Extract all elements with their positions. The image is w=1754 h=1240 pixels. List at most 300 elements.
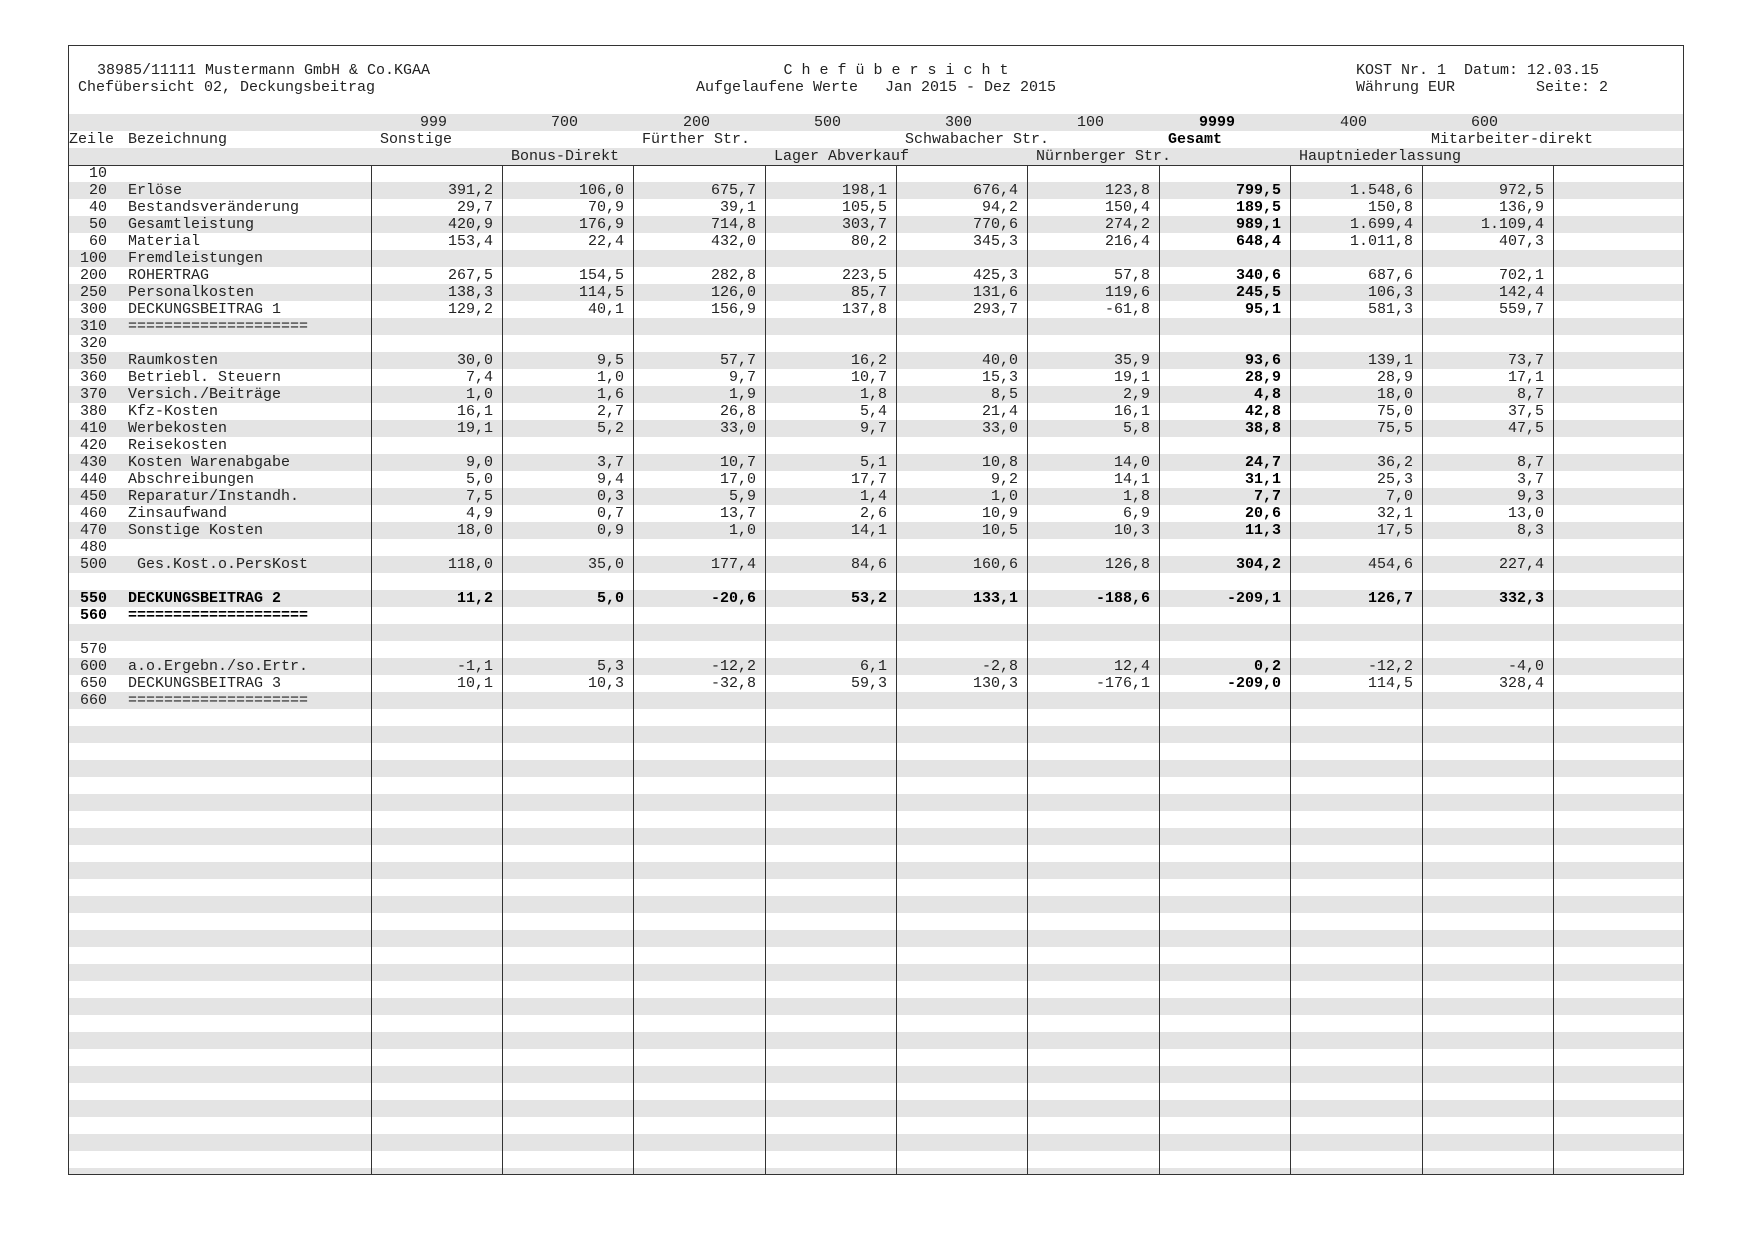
row-label: ROHERTRAG <box>128 267 210 284</box>
cell-500: 1,8 <box>859 386 887 403</box>
row-stripe <box>69 1100 1683 1117</box>
cell-9999: 95,1 <box>1244 301 1281 318</box>
cell-999: 391,2 <box>447 182 493 199</box>
cell-500: 80,2 <box>850 233 887 250</box>
cell-700: 5,2 <box>596 420 624 437</box>
cell-700: 70,9 <box>587 199 624 216</box>
cell-300: 10,9 <box>981 505 1018 522</box>
cell-700: 0,9 <box>596 522 624 539</box>
table-row <box>69 233 1683 250</box>
row-number: 660 <box>79 692 107 709</box>
row-number: 550 <box>79 590 107 607</box>
row-stripe <box>69 1032 1683 1049</box>
cell-600: 8,7 <box>1516 386 1544 403</box>
cell-300: 21,4 <box>981 403 1018 420</box>
row-number: 480 <box>79 539 107 556</box>
cell-300: 160,6 <box>972 556 1018 573</box>
cell-999: 153,4 <box>447 233 493 250</box>
cell-500: 198,1 <box>841 182 887 199</box>
cell-999: 138,3 <box>447 284 493 301</box>
cell-700: 176,9 <box>578 216 624 233</box>
cell-999: 420,9 <box>447 216 493 233</box>
cell-500: 14,1 <box>850 522 887 539</box>
row-number: 360 <box>79 369 107 386</box>
report-title: C h e f ü b e r s i c h t <box>783 62 1009 79</box>
cell-500: 223,5 <box>841 267 887 284</box>
cell-500: 5,4 <box>859 403 887 420</box>
cell-400: 1.699,4 <box>1349 216 1413 233</box>
cell-999: -1,1 <box>456 658 493 675</box>
column-code-500: 500 <box>813 114 841 131</box>
cell-300: 15,3 <box>981 369 1018 386</box>
cell-700: 40,1 <box>587 301 624 318</box>
report-period: Aufgelaufene Werte Jan 2015 - Dez 2015 <box>696 79 1057 96</box>
cell-200: -12,2 <box>710 658 756 675</box>
row-number: 100 <box>79 250 107 267</box>
row-label: Ges.Kost.o.PersKost <box>128 556 309 573</box>
row-label: Abschreibungen <box>128 471 255 488</box>
cell-999: 4,9 <box>465 505 493 522</box>
cell-500: 137,8 <box>841 301 887 318</box>
table-row <box>69 590 1683 607</box>
row-label: Kfz-Kosten <box>128 403 219 420</box>
cell-600: 136,9 <box>1498 199 1544 216</box>
cell-200: 26,8 <box>719 403 756 420</box>
cell-700: 35,0 <box>587 556 624 573</box>
cell-500: 84,6 <box>850 556 887 573</box>
row-label: Werbekosten <box>128 420 228 437</box>
cell-200: 714,8 <box>710 216 756 233</box>
cell-300: 10,5 <box>981 522 1018 539</box>
table-row <box>69 369 1683 386</box>
cell-600: 227,4 <box>1498 556 1544 573</box>
cell-999: 7,4 <box>465 369 493 386</box>
row-stripe <box>69 930 1683 947</box>
cell-999: 7,5 <box>465 488 493 505</box>
column-name-200: Fürther Str. <box>642 131 751 148</box>
row-label: Fremdleistungen <box>128 250 264 267</box>
cell-600: 3,7 <box>1516 471 1544 488</box>
cell-600: 73,7 <box>1507 352 1544 369</box>
cell-600: -4,0 <box>1507 658 1544 675</box>
cell-100: 57,8 <box>1113 267 1150 284</box>
row-stripe <box>69 862 1683 879</box>
cell-999: 129,2 <box>447 301 493 318</box>
table-row <box>69 352 1683 369</box>
cell-100: 35,9 <box>1113 352 1150 369</box>
cell-9999: 304,2 <box>1235 556 1281 573</box>
table-row <box>69 301 1683 318</box>
cell-100: 126,8 <box>1104 556 1150 573</box>
row-label: Bestandsveränderung <box>128 199 300 216</box>
cell-400: 1.548,6 <box>1349 182 1413 199</box>
cell-200: 1,9 <box>728 386 756 403</box>
table-row <box>69 267 1683 284</box>
column-name-500: Lager Abverkauf <box>774 148 910 165</box>
cell-200: 33,0 <box>719 420 756 437</box>
cell-100: -176,1 <box>1095 675 1150 692</box>
row-stripe <box>69 998 1683 1015</box>
cell-200: 1,0 <box>728 522 756 539</box>
column-name-9999: Gesamt <box>1168 131 1223 148</box>
bezeichnung-header: Bezeichnung <box>128 131 228 148</box>
cell-300: 130,3 <box>972 675 1018 692</box>
cell-999: 18,0 <box>456 522 493 539</box>
row-number: 50 <box>88 216 107 233</box>
row-stripe <box>69 1066 1683 1083</box>
cell-400: 7,0 <box>1385 488 1413 505</box>
cell-999: 19,1 <box>456 420 493 437</box>
cell-100: 2,9 <box>1122 386 1150 403</box>
cell-600: 37,5 <box>1507 403 1544 420</box>
report-name: Chefübersicht 02, Deckungsbeitrag <box>78 79 376 96</box>
cell-700: 5,0 <box>596 590 624 607</box>
table-row <box>69 658 1683 675</box>
cell-9999: -209,0 <box>1226 675 1281 692</box>
cell-9999: 245,5 <box>1235 284 1281 301</box>
cell-999: 11,2 <box>456 590 493 607</box>
cell-700: 9,4 <box>596 471 624 488</box>
cell-9999: -209,1 <box>1226 590 1281 607</box>
row-number: 560 <box>79 607 107 624</box>
cell-600: 13,0 <box>1507 505 1544 522</box>
cell-600: 17,1 <box>1507 369 1544 386</box>
cell-600: 47,5 <box>1507 420 1544 437</box>
table-row <box>69 403 1683 420</box>
row-stripe <box>69 760 1683 777</box>
row-stripe <box>69 1168 1683 1175</box>
column-name-400: Hauptniederlassung <box>1299 148 1462 165</box>
cell-200: 39,1 <box>719 199 756 216</box>
column-name-100: Nürnberger Str. <box>1036 148 1172 165</box>
table-row <box>69 641 1683 658</box>
cell-300: 94,2 <box>981 199 1018 216</box>
cell-200: 177,4 <box>710 556 756 573</box>
row-label: Gesamtleistung <box>128 216 255 233</box>
row-number: 500 <box>79 556 107 573</box>
column-code-9999: 9999 <box>1198 114 1235 131</box>
cell-400: 32,1 <box>1376 505 1413 522</box>
cell-300: 10,8 <box>981 454 1018 471</box>
cell-999: 118,0 <box>447 556 493 573</box>
cell-9999: 7,7 <box>1253 488 1281 505</box>
column-name-999: Sonstige <box>380 131 453 148</box>
cell-700: 106,0 <box>578 182 624 199</box>
row-number: 320 <box>79 335 107 352</box>
table-row <box>69 165 1683 182</box>
cell-300: 8,5 <box>990 386 1018 403</box>
cell-200: 156,9 <box>710 301 756 318</box>
row-label: Sonstige Kosten <box>128 522 264 539</box>
cell-100: 6,9 <box>1122 505 1150 522</box>
cell-100: 123,8 <box>1104 182 1150 199</box>
column-name-700: Bonus-Direkt <box>511 148 620 165</box>
table-row <box>69 488 1683 505</box>
table-row <box>69 437 1683 454</box>
cell-700: 114,5 <box>578 284 624 301</box>
row-number: 570 <box>79 641 107 658</box>
cell-300: 33,0 <box>981 420 1018 437</box>
table-row <box>69 607 1683 624</box>
cell-100: 19,1 <box>1113 369 1150 386</box>
cell-500: 105,5 <box>841 199 887 216</box>
cell-600: 332,3 <box>1498 590 1544 607</box>
table-row <box>69 335 1683 352</box>
row-stripe <box>69 726 1683 743</box>
table-row <box>69 522 1683 539</box>
cell-999: 29,7 <box>456 199 493 216</box>
cell-100: 12,4 <box>1113 658 1150 675</box>
column-code-400: 400 <box>1339 114 1367 131</box>
cell-300: 770,6 <box>972 216 1018 233</box>
column-code-300: 300 <box>944 114 972 131</box>
cell-9999: 799,5 <box>1235 182 1281 199</box>
row-label: Betriebl. Steuern <box>128 369 282 386</box>
cell-999: 267,5 <box>447 267 493 284</box>
cell-300: -2,8 <box>981 658 1018 675</box>
cell-400: 126,7 <box>1367 590 1413 607</box>
row-number: 420 <box>79 437 107 454</box>
row-label: Kosten Warenabgabe <box>128 454 291 471</box>
cell-500: 85,7 <box>850 284 887 301</box>
row-number: 250 <box>79 284 107 301</box>
cell-9999: 0,2 <box>1253 658 1281 675</box>
cell-400: 75,5 <box>1376 420 1413 437</box>
row-label: DECKUNGSBEITRAG 2 <box>128 590 282 607</box>
cell-9999: 11,3 <box>1244 522 1281 539</box>
cell-999: 10,1 <box>456 675 493 692</box>
cell-400: 25,3 <box>1376 471 1413 488</box>
column-code-600: 600 <box>1470 114 1498 131</box>
row-number: 470 <box>79 522 107 539</box>
cell-400: 75,0 <box>1376 403 1413 420</box>
cell-9999: 28,9 <box>1244 369 1281 386</box>
cell-700: 3,7 <box>596 454 624 471</box>
cell-200: 57,7 <box>719 352 756 369</box>
cell-600: 559,7 <box>1498 301 1544 318</box>
cell-600: 407,3 <box>1498 233 1544 250</box>
cell-100: -188,6 <box>1095 590 1150 607</box>
cell-600: 328,4 <box>1498 675 1544 692</box>
cell-400: 17,5 <box>1376 522 1413 539</box>
row-label: a.o.Ergebn./so.Ertr. <box>128 658 309 675</box>
cell-100: -61,8 <box>1104 301 1150 318</box>
table-row <box>69 539 1683 556</box>
row-label: Reisekosten <box>128 437 228 454</box>
cell-300: 676,4 <box>972 182 1018 199</box>
table-row <box>69 182 1683 199</box>
table-row <box>69 556 1683 573</box>
cell-500: 17,7 <box>850 471 887 488</box>
table-row <box>69 199 1683 216</box>
row-label: DECKUNGSBEITRAG 3 <box>128 675 282 692</box>
cell-600: 8,3 <box>1516 522 1544 539</box>
cell-100: 10,3 <box>1113 522 1150 539</box>
row-label: Personalkosten <box>128 284 255 301</box>
column-name-600: Mitarbeiter-direkt <box>1431 131 1594 148</box>
cell-600: 972,5 <box>1498 182 1544 199</box>
cell-400: 687,6 <box>1367 267 1413 284</box>
cell-700: 0,7 <box>596 505 624 522</box>
row-number: 60 <box>88 233 107 250</box>
row-number: 650 <box>79 675 107 692</box>
cell-200: -20,6 <box>710 590 756 607</box>
cell-700: 2,7 <box>596 403 624 420</box>
report-page <box>68 45 1684 1175</box>
cell-600: 9,3 <box>1516 488 1544 505</box>
cost-center-date: KOST Nr. 1 Datum: 12.03.15 <box>1356 62 1600 79</box>
cell-200: -32,8 <box>710 675 756 692</box>
table-row <box>69 318 1683 335</box>
cell-600: 8,7 <box>1516 454 1544 471</box>
row-stripe <box>69 828 1683 845</box>
row-label: Raumkosten <box>128 352 219 369</box>
column-code-700: 700 <box>550 114 578 131</box>
cell-500: 5,1 <box>859 454 887 471</box>
row-stripe <box>69 896 1683 913</box>
row-stripe <box>69 1134 1683 1151</box>
cell-100: 119,6 <box>1104 284 1150 301</box>
cell-999: 30,0 <box>456 352 493 369</box>
row-stripe <box>69 964 1683 981</box>
cell-999: 1,0 <box>465 386 493 403</box>
row-label: ==================== <box>128 607 309 624</box>
cell-600: 702,1 <box>1498 267 1544 284</box>
cell-500: 2,6 <box>859 505 887 522</box>
cell-999: 9,0 <box>465 454 493 471</box>
zeile-header: Zeile <box>69 131 115 148</box>
cell-300: 293,7 <box>972 301 1018 318</box>
row-number: 200 <box>79 267 107 284</box>
cell-200: 5,9 <box>728 488 756 505</box>
row-label: Erlöse <box>128 182 183 199</box>
table-row <box>69 505 1683 522</box>
row-number: 310 <box>79 318 107 335</box>
cell-200: 282,8 <box>710 267 756 284</box>
cell-600: 142,4 <box>1498 284 1544 301</box>
cell-300: 1,0 <box>990 488 1018 505</box>
cell-500: 303,7 <box>841 216 887 233</box>
row-label: DECKUNGSBEITRAG 1 <box>128 301 282 318</box>
row-stripe <box>69 794 1683 811</box>
row-number: 370 <box>79 386 107 403</box>
cell-9999: 42,8 <box>1244 403 1281 420</box>
cell-200: 432,0 <box>710 233 756 250</box>
cell-400: 18,0 <box>1376 386 1413 403</box>
cell-200: 17,0 <box>719 471 756 488</box>
row-number: 460 <box>79 505 107 522</box>
cell-700: 0,3 <box>596 488 624 505</box>
table-row <box>69 386 1683 403</box>
cell-200: 10,7 <box>719 454 756 471</box>
report-header <box>69 46 1683 115</box>
cell-9999: 340,6 <box>1235 267 1281 284</box>
row-label: ==================== <box>128 692 309 709</box>
cell-400: 106,3 <box>1367 284 1413 301</box>
cell-600: 1.109,4 <box>1480 216 1544 233</box>
cell-500: 10,7 <box>850 369 887 386</box>
cell-999: 16,1 <box>456 403 493 420</box>
cell-400: 581,3 <box>1367 301 1413 318</box>
cell-500: 6,1 <box>859 658 887 675</box>
column-code-200: 200 <box>682 114 710 131</box>
table-row <box>69 454 1683 471</box>
table-row <box>69 471 1683 488</box>
cell-400: 28,9 <box>1376 369 1413 386</box>
cell-700: 1,6 <box>596 386 624 403</box>
row-number: 450 <box>79 488 107 505</box>
cell-100: 14,0 <box>1113 454 1150 471</box>
cell-300: 133,1 <box>972 590 1018 607</box>
row-number: 300 <box>79 301 107 318</box>
cell-100: 14,1 <box>1113 471 1150 488</box>
table-row <box>69 420 1683 437</box>
table-row <box>69 624 1683 641</box>
cell-9999: 189,5 <box>1235 199 1281 216</box>
row-label: Material <box>128 233 201 250</box>
cell-100: 274,2 <box>1104 216 1150 233</box>
cell-9999: 93,6 <box>1244 352 1281 369</box>
row-number: 380 <box>79 403 107 420</box>
cell-300: 131,6 <box>972 284 1018 301</box>
cell-9999: 24,7 <box>1244 454 1281 471</box>
row-number: 20 <box>88 182 107 199</box>
row-label: Versich./Beiträge <box>128 386 282 403</box>
column-name-300: Schwabacher Str. <box>905 131 1050 148</box>
column-code-999: 999 <box>419 114 447 131</box>
cell-9999: 31,1 <box>1244 471 1281 488</box>
cell-300: 345,3 <box>972 233 1018 250</box>
row-number: 350 <box>79 352 107 369</box>
table-row <box>69 675 1683 692</box>
cell-400: 1.011,8 <box>1349 233 1413 250</box>
cell-700: 1,0 <box>596 369 624 386</box>
table-row <box>69 216 1683 233</box>
table-row <box>69 250 1683 267</box>
report-table <box>69 165 1683 1175</box>
cell-400: 139,1 <box>1367 352 1413 369</box>
cell-100: 150,4 <box>1104 199 1150 216</box>
cell-400: 36,2 <box>1376 454 1413 471</box>
cell-100: 16,1 <box>1113 403 1150 420</box>
row-number: 440 <box>79 471 107 488</box>
cell-300: 9,2 <box>990 471 1018 488</box>
row-number: 600 <box>79 658 107 675</box>
cell-200: 13,7 <box>719 505 756 522</box>
cell-200: 9,7 <box>728 369 756 386</box>
cell-500: 16,2 <box>850 352 887 369</box>
row-number: 410 <box>79 420 107 437</box>
column-header <box>69 114 1683 166</box>
cell-500: 9,7 <box>859 420 887 437</box>
table-row <box>69 692 1683 709</box>
cell-500: 59,3 <box>850 675 887 692</box>
cell-9999: 648,4 <box>1235 233 1281 250</box>
cell-200: 126,0 <box>710 284 756 301</box>
cell-100: 5,8 <box>1122 420 1150 437</box>
cell-9999: 989,1 <box>1235 216 1281 233</box>
cell-300: 40,0 <box>981 352 1018 369</box>
row-label: Reparatur/Instandh. <box>128 488 300 505</box>
row-number: 40 <box>88 199 107 216</box>
cell-9999: 4,8 <box>1253 386 1281 403</box>
cell-9999: 20,6 <box>1244 505 1281 522</box>
cell-100: 1,8 <box>1122 488 1150 505</box>
cell-200: 675,7 <box>710 182 756 199</box>
column-code-100: 100 <box>1076 114 1104 131</box>
cell-700: 154,5 <box>578 267 624 284</box>
currency-page: Währung EUR Seite: 2 <box>1356 79 1609 96</box>
